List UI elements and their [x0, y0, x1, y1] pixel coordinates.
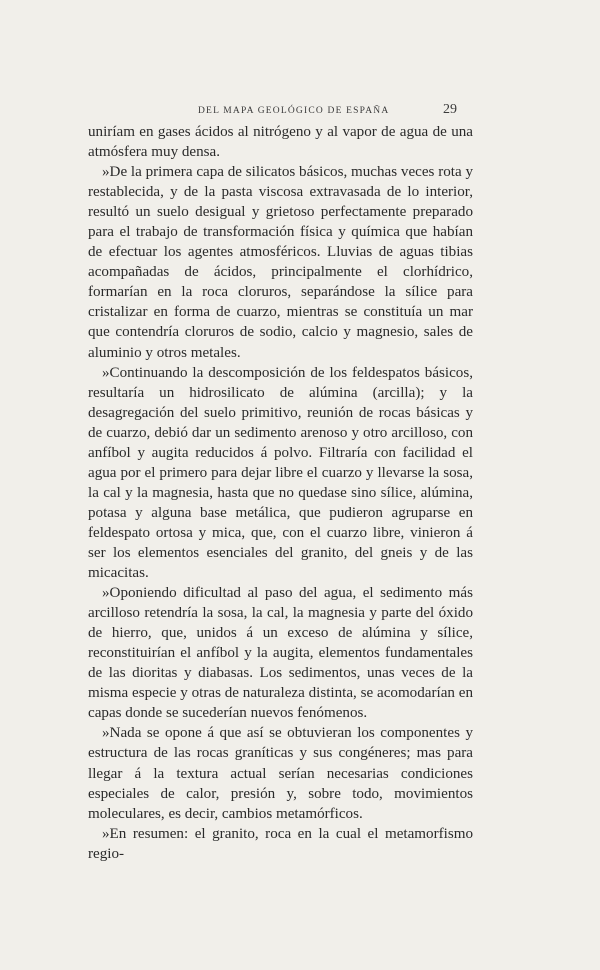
paragraph-3: »Continuando la descomposición de los feldespatos básicos, resultaría un hidrosilicato de alúmina (arcilla); y la desagregación del suelo primitivo, reunión de rocas básicas y de cuarzo, debió dar un sedimento arenoso y otro arcilloso, con anfíbol y augita reducidos á polvo. Filtraría con facilidad el agua por el primero para dejar libre el cuarzo y llevarse la sosa, la cal y la magnesia, hasta que no quedase sino sílice, alúmina, potasa y alguna base metálica, que pudieron agruparse en feldespato ortosa y mica, que, con el cuarzo libre, vinieron á ser los elementos esenciales del granito, del gneis y de las micacitas. [88, 364, 473, 582]
running-title: DEL MAPA GEOLÓGICO DE ESPAÑA [198, 106, 390, 116]
paragraph-6: »En resumen: el granito, roca en la cual el metamorfismo regio- [88, 825, 473, 862]
page-number: 29 [443, 102, 457, 117]
paragraph-1: uniríam en gases ácidos al nitrógeno y al vapor de agua de una atmósfera muy densa. [88, 124, 473, 161]
body-text [88, 122, 473, 864]
page-header [88, 104, 473, 124]
paragraph-2: »De la primera capa de silicatos básicos, muchas veces rota y restablecida, y de la pasta viscosa extravasada de lo interior, resultó un suelo desigual y grietoso perfectamente preparado para el trabajo de transformación física y química que habían de efectuar los agentes atmosféricos. Lluvias de aguas tibias acompañadas de ácidos, principalmente el clorhídrico, formarían en la roca cloruros, separándose la sílice para cristalizar en forma de cuarzo, mientras se constituía un mar que contendría cloruros de sodio, calcio y magnesio, sales de aluminio y otros metales. [88, 164, 473, 361]
paragraph-5: »Nada se opone á que así se obtuvieran los componentes y estructura de las rocas graníticas y sus congéneres; mas para llegar á la textura actual serían necesarias condiciones especiales de calor, presión y, sobre todo, movimientos moleculares, es decir, cambios metamórficos. [88, 725, 473, 822]
paragraph-4: »Oponiendo dificultad al paso del agua, el sedimento más arcilloso retendría la sosa, la cal, la magnesia y parte del óxido de hierro, que, unidos á un exceso de alúmina y sílice, reconstituirían el anfíbol y la augita, elementos fundamentales de las dioritas y diabasas. Los sedimentos, unas veces de la misma especie y otras de naturaleza distinta, se acomodarían en capas donde se sucederían nuevos fenómenos. [88, 585, 473, 722]
